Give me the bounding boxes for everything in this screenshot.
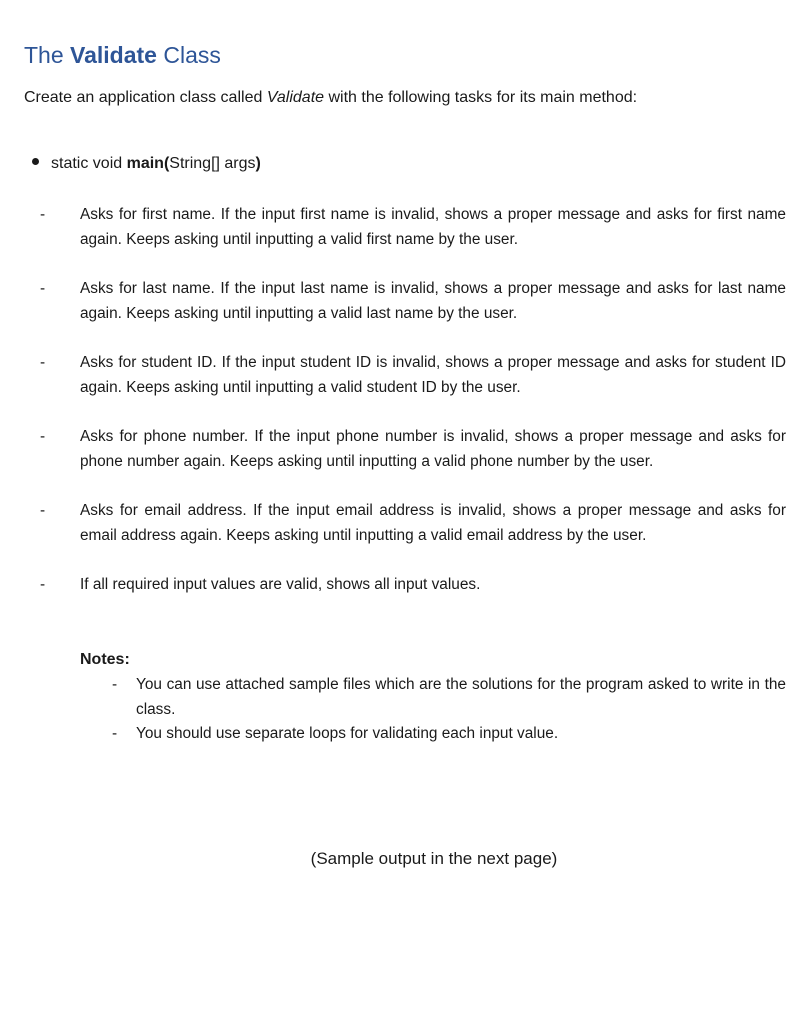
task-item: [40, 277, 786, 326]
method-prefix: static void: [51, 155, 127, 172]
note-dash: -: [112, 725, 118, 742]
task-item: [40, 499, 786, 548]
task-text: Asks for first name. If the input first name is invalid, shows a proper message and asks for first name again. Keeps asking until inputting a valid first name by the user.: [80, 206, 786, 248]
note-dash: -: [112, 676, 118, 693]
task-item: [40, 351, 786, 400]
note-item: [112, 673, 786, 722]
task-text: Asks for student ID. If the input student ID is invalid, shows a proper message and asks for student ID again. Keeps asking until inputting a valid student ID by the user.: [80, 354, 786, 396]
task-text: If all required input values are valid, shows all input values.: [80, 576, 481, 593]
note-text: You can use attached sample files which are the solutions for the program asked to write in the class.: [136, 676, 786, 718]
notes-heading: Notes:: [80, 651, 130, 668]
intro-paragraph: [24, 86, 637, 110]
note-text: You should use separate loops for validating each input value.: [136, 725, 559, 742]
note-item: [112, 722, 786, 747]
task-dash: -: [40, 502, 46, 519]
task-dash: -: [40, 428, 46, 445]
task-text: Asks for last name. If the input last name is invalid, shows a proper message and asks for last name again. Keeps asking until inputting a valid last name by the user.: [80, 280, 786, 322]
intro-before: Create an application class called: [24, 89, 267, 106]
task-text: Asks for phone number. If the input phone number is invalid, shows a proper message and asks for phone number again. Keeps asking until inputting a valid phone number by the user.: [80, 428, 786, 470]
task-dash: -: [40, 280, 46, 297]
task-dash: -: [40, 576, 46, 593]
task-dash: -: [40, 206, 46, 223]
bullet-dot-icon: [32, 158, 39, 165]
task-text: Asks for email address. If the input email address is invalid, shows a proper message and asks for email address again. Keeps asking until inputting a valid email address by the user.: [80, 502, 786, 544]
main-method-bullet: [32, 152, 261, 176]
intro-class-name: Validate: [266, 89, 325, 106]
method-params: String[] args: [169, 155, 256, 172]
task-item: [40, 203, 786, 252]
task-item: [40, 573, 786, 598]
method-close: ): [255, 155, 261, 172]
intro-after: with the following tasks for its main method:: [324, 89, 638, 106]
method-name: main(: [126, 155, 170, 172]
task-item: [40, 425, 786, 474]
sample-output-note: (Sample output in the next page): [310, 849, 558, 868]
section-title: [24, 40, 221, 70]
title-class-name: Validate: [70, 42, 157, 68]
task-dash: -: [40, 354, 46, 371]
title-suffix: Class: [163, 42, 221, 68]
title-prefix: The: [24, 42, 64, 68]
